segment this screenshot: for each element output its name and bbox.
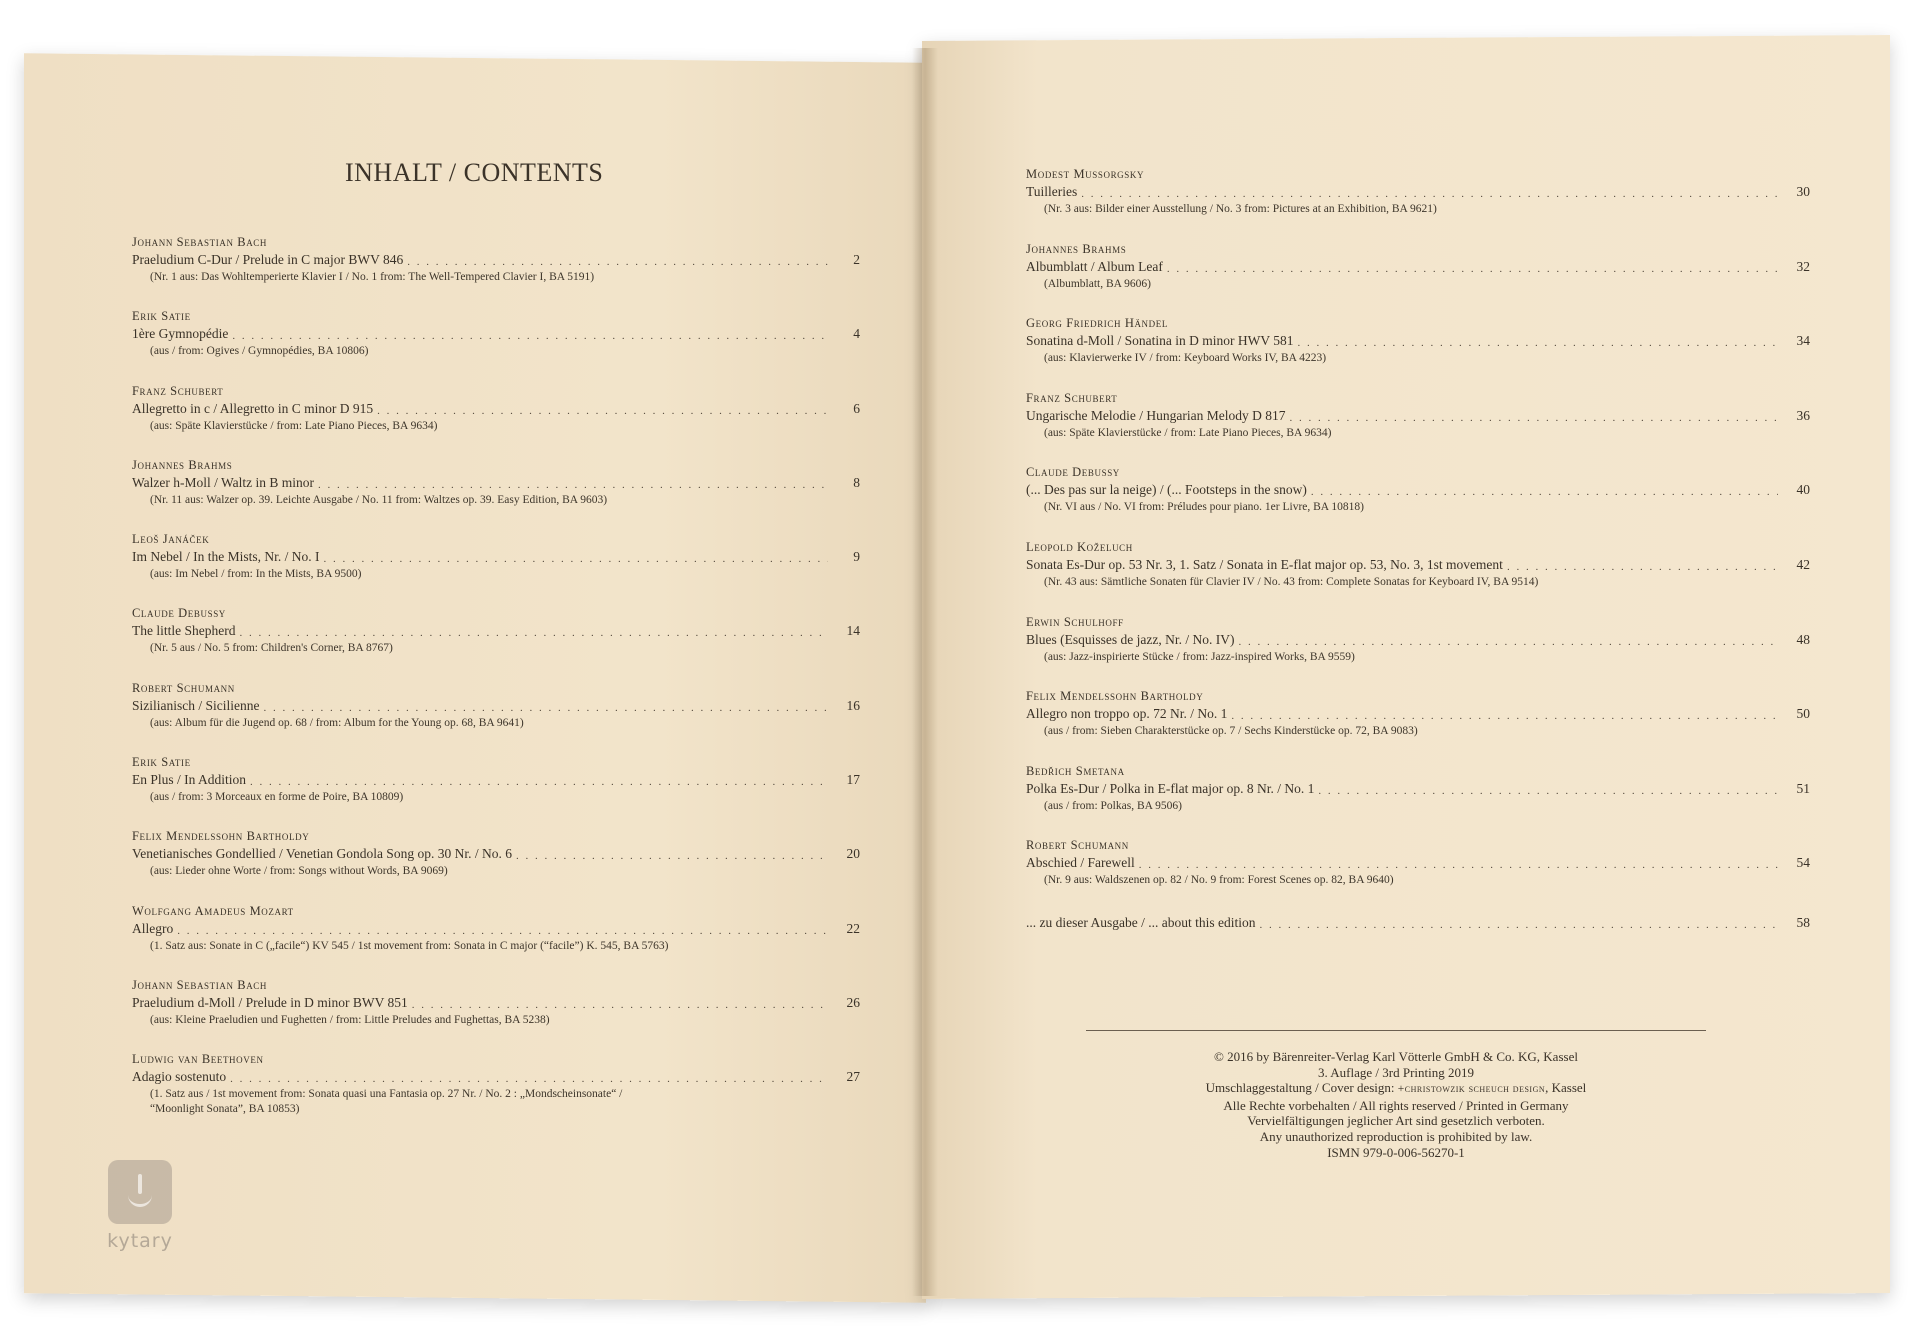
imprint-cover-suffix: , Kassel xyxy=(1545,1080,1587,1096)
toc-page-number: 32 xyxy=(1796,258,1810,274)
watermark xyxy=(100,1160,180,1252)
toc-piece-title: Sizilianisch / Sicilienne xyxy=(132,697,260,713)
imprint-cover-design xyxy=(1106,1080,1686,1098)
toc-page-number: 9 xyxy=(853,549,860,565)
toc-leader-dots xyxy=(1297,336,1778,350)
toc-line xyxy=(132,697,860,715)
imprint-block xyxy=(1106,1049,1686,1160)
toc-entry xyxy=(1026,315,1810,390)
toc-page-number: 8 xyxy=(853,474,860,490)
toc-page-number: 51 xyxy=(1796,780,1810,796)
toc-line xyxy=(1026,556,1810,574)
toc-leader-dots xyxy=(377,404,828,418)
toc-source-note: (Nr. 3 aus: Bilder einer Ausstellung / No. 3 from: Pictures at an Exhibition, BA 9621) xyxy=(1044,203,1437,215)
toc-entry xyxy=(1026,837,1810,912)
toc-entry xyxy=(1026,539,1810,614)
toc-page-number: 48 xyxy=(1796,631,1810,647)
toc-composer: Leoš Janáček xyxy=(132,532,210,547)
toc-leader-dots xyxy=(1311,485,1778,499)
contents-column-right xyxy=(1026,166,1810,932)
toc-composer: Wolfgang Amadeus Mozart xyxy=(132,903,294,918)
toc-leader-dots xyxy=(250,775,828,789)
kytary-logo-icon xyxy=(108,1160,172,1224)
toc-line xyxy=(132,548,860,566)
imprint-copyright: © 2016 by Bärenreiter-Verlag Karl Vötterle GmbH & Co. KG, Kassel xyxy=(1214,1049,1578,1064)
toc-piece-title: Allegretto in c / Allegretto in C minor D 915 xyxy=(132,400,374,416)
toc-page-number: 40 xyxy=(1796,482,1810,498)
toc-piece-title: Ungarische Melodie / Hungarian Melody D 817 xyxy=(1026,407,1286,423)
toc-piece-title: Blues (Esquisses de jazz, Nr. / No. IV) xyxy=(1026,631,1235,647)
toc-composer: Erik Satie xyxy=(132,755,191,770)
toc-piece-title: Venetianisches Gondellied / Venetian Gondola Song op. 30 Nr. / No. 6 xyxy=(132,846,512,862)
toc-composer: Felix Mendelssohn Bartholdy xyxy=(132,829,310,844)
toc-piece-title: Allegro non troppo op. 72 Nr. / No. 1 xyxy=(1026,706,1228,722)
toc-leader-dots xyxy=(1139,858,1778,872)
toc-piece-title: Im Nebel / In the Mists, Nr. / No. I xyxy=(132,549,320,565)
toc-piece-title: Adagio sostenuto xyxy=(132,1069,227,1085)
toc-entry xyxy=(132,308,860,382)
toc-line xyxy=(132,400,860,418)
toc-source-note: (aus: Lieder ohne Worte / from: Songs without Words, BA 9069) xyxy=(150,865,448,878)
toc-entry xyxy=(132,1051,860,1125)
toc-page-number: 17 xyxy=(846,772,860,788)
toc-source-note-continued: “Moonlight Sonata”, BA 10853) xyxy=(150,1103,300,1116)
toc-source-note: (aus / from: 3 Morceaux en forme de Poire, BA 10809) xyxy=(150,791,404,804)
toc-leader-dots xyxy=(516,849,828,863)
toc-piece-title: 1ère Gymnopédie xyxy=(132,326,229,342)
toc-piece-title: Sonata Es-Dur op. 53 Nr. 3, 1. Satz / Sonata in E-flat major op. 53, No. 3, 1st movement xyxy=(1026,556,1503,572)
toc-entry xyxy=(1026,614,1810,689)
toc-source-note: (Albumblatt, BA 9606) xyxy=(1044,277,1152,290)
toc-leader-dots xyxy=(177,924,828,938)
toc-piece-title: Sonatina d-Moll / Sonatina in D minor HWV 581 xyxy=(1026,333,1294,349)
toc-leader-dots xyxy=(1238,635,1778,649)
contents-column-left xyxy=(132,234,860,1126)
toc-line xyxy=(132,771,860,789)
toc-leader-dots xyxy=(230,1072,828,1086)
toc-piece-title: The little Shepherd xyxy=(132,623,236,639)
toc-entry xyxy=(132,903,860,977)
toc-line xyxy=(1026,481,1810,499)
toc-page-number: 20 xyxy=(846,846,860,862)
toc-line xyxy=(132,845,860,863)
toc-source-note: (aus: Klavierwerke IV / from: Keyboard Works IV, BA 4223) xyxy=(1044,352,1327,365)
toc-entry xyxy=(132,977,860,1051)
toc-composer: Robert Schumann xyxy=(1026,838,1129,853)
toc-composer: Johann Sebastian Bach xyxy=(132,235,268,249)
book-gutter xyxy=(912,48,938,1296)
toc-source-note: (Nr. 11 aus: Walzer op. 39. Leichte Ausgabe / No. 11 from: Waltzes op. 39. Easy Edition, BA 9603) xyxy=(150,493,608,506)
toc-piece-title: Tuilleries xyxy=(1026,184,1078,199)
toc-page-number: 4 xyxy=(853,326,860,342)
toc-page-number: 22 xyxy=(846,920,860,936)
toc-page-number: 14 xyxy=(846,623,860,639)
toc-page-number: 36 xyxy=(1796,407,1810,423)
toc-piece-title: Albumblatt / Album Leaf xyxy=(1026,258,1163,274)
toc-source-note: (aus / from: Sieben Charakterstücke op. 7 / Sechs Kinderstücke op. 72, BA 9083) xyxy=(1044,725,1418,738)
toc-line xyxy=(1026,183,1810,201)
toc-composer: Georg Friedrich Händel xyxy=(1026,316,1168,331)
toc-composer: Bedřich Smetana xyxy=(1026,763,1125,778)
toc-page-number: 42 xyxy=(1796,556,1810,572)
toc-piece-title: Abschied / Farewell xyxy=(1026,855,1135,871)
toc-leader-dots xyxy=(1318,784,1778,798)
toc-composer: Johannes Brahms xyxy=(132,457,233,472)
toc-composer: Ludwig van Beethoven xyxy=(132,1052,264,1067)
toc-composer: Claude Debussy xyxy=(1026,465,1120,480)
toc-entry xyxy=(1026,763,1810,838)
toc-line xyxy=(1026,854,1810,872)
toc-line xyxy=(1026,705,1810,723)
toc-leader-dots xyxy=(412,998,828,1012)
toc-composer: Franz Schubert xyxy=(132,383,224,398)
toc-source-note: (1. Satz aus / 1st movement from: Sonata quasi una Fantasia op. 27 Nr. / No. 2 : „Mondscheinsonate“ / xyxy=(150,1088,623,1101)
imprint-rights: Alle Rechte vorbehalten / All rights reserved / Printed in Germany xyxy=(1223,1097,1569,1113)
toc-source-note: (aus: Kleine Praeludien und Fughetten / from: Little Preludes and Fughettas, BA 5238) xyxy=(150,1013,550,1026)
toc-page-number: 34 xyxy=(1796,333,1810,349)
toc-entry xyxy=(1026,166,1810,241)
toc-piece-title: (... Des pas sur la neige) / (... Footsteps in the snow) xyxy=(1026,482,1307,498)
toc-leader-dots xyxy=(263,701,828,715)
toc-source-note: (aus / from: Ogives / Gymnopédies, BA 10806) xyxy=(150,345,369,358)
toc-leader-dots xyxy=(1507,560,1778,574)
toc-leader-dots xyxy=(407,255,828,269)
toc-source-note: (Nr. VI aus / No. VI from: Préludes pour piano. 1er Livre, BA 10818) xyxy=(1044,501,1364,514)
toc-leader-dots xyxy=(239,626,828,640)
toc-source-note: (1. Satz aus: Sonate in C („facile“) KV 545 / 1st movement from: Sonata in C major (“facile”) K. 545, BA 5763) xyxy=(150,939,669,952)
toc-line xyxy=(1026,332,1810,350)
contents-title: INHALT / CONTENTS xyxy=(345,158,604,187)
toc-line xyxy=(132,251,860,269)
toc-composer: Claude Debussy xyxy=(132,606,226,621)
toc-entry xyxy=(132,680,860,754)
toc-piece-title: Praeludium d-Moll / Prelude in D minor BWV 851 xyxy=(132,994,408,1010)
toc-line xyxy=(132,474,860,492)
toc-entry xyxy=(132,234,860,308)
toc-entry xyxy=(132,828,860,902)
toc-line xyxy=(1026,631,1810,649)
toc-entry xyxy=(1026,464,1810,539)
toc-leader-dots xyxy=(232,329,828,343)
toc-about-edition xyxy=(1026,914,1810,932)
toc-entry xyxy=(132,457,860,531)
toc-source-note: (aus: Späte Klavierstücke / from: Late Piano Pieces, BA 9634) xyxy=(150,419,438,432)
toc-entry xyxy=(132,531,860,605)
toc-piece-title: Polka Es-Dur / Polka in E-flat major op. 8 Nr. / No. 1 xyxy=(1026,780,1315,796)
toc-source-note: (Nr. 1 aus: Das Wohltemperierte Klavier I / No. 1 from: The Well-Tempered Clavier I, BA 5191) xyxy=(150,271,595,283)
toc-line xyxy=(132,1068,860,1086)
imprint-divider xyxy=(1086,1030,1706,1031)
toc-leader-dots xyxy=(1259,918,1778,932)
toc-leader-dots xyxy=(318,478,828,492)
toc-entry xyxy=(132,754,860,828)
toc-composer: Modest Mussorgsky xyxy=(1026,167,1145,181)
toc-piece-title: Praeludium C-Dur / Prelude in C major BWV 846 xyxy=(132,252,404,267)
toc-page-number: 54 xyxy=(1796,855,1810,871)
toc-entry xyxy=(132,383,860,457)
toc-page-number: 50 xyxy=(1796,706,1810,722)
toc-piece-title: Walzer h-Moll / Waltz in B minor xyxy=(132,474,315,490)
imprint-ismn: ISMN 979-0-006-56270-1 xyxy=(1327,1144,1465,1160)
toc-composer: Leopold Koželuch xyxy=(1026,539,1133,554)
toc-entry xyxy=(1026,688,1810,763)
toc-composer: Felix Mendelssohn Bartholdy xyxy=(1026,689,1204,704)
toc-page-number: 30 xyxy=(1796,184,1810,199)
toc-composer: Erik Satie xyxy=(132,309,191,324)
toc-source-note: (Nr. 9 aus: Waldszenen op. 82 / No. 9 from: Forest Scenes op. 82, BA 9640) xyxy=(1044,874,1394,887)
toc-composer: Robert Schumann xyxy=(132,680,235,695)
toc-line xyxy=(132,920,860,938)
toc-entry xyxy=(1026,390,1810,465)
toc-line xyxy=(132,325,860,343)
toc-leader-dots xyxy=(1081,187,1778,201)
toc-source-note: (aus: Im Nebel / from: In the Mists, BA 9500) xyxy=(150,568,362,581)
imprint-reproduction-de: Vervielfältigungen jeglicher Art sind gesetzlich verboten. xyxy=(1247,1113,1545,1129)
imprint-printing: 3. Auflage / 3rd Printing 2019 xyxy=(1318,1064,1474,1080)
toc-line xyxy=(1026,407,1810,425)
toc-line xyxy=(1026,780,1810,798)
toc-source-note: (aus: Jazz-inspirierte Stücke / from: Jazz-inspired Works, BA 9559) xyxy=(1044,650,1355,663)
toc-page-number: 26 xyxy=(846,994,860,1010)
toc-line xyxy=(1026,258,1810,276)
toc-leader-dots xyxy=(1231,709,1778,723)
toc-page-number: 2 xyxy=(853,252,860,267)
toc-source-note: (aus: Späte Klavierstücke / from: Late Piano Pieces, BA 9634) xyxy=(1044,426,1332,439)
toc-composer: Franz Schubert xyxy=(1026,390,1118,405)
toc-piece-title: ... zu dieser Ausgabe / ... about this edition xyxy=(1026,914,1256,930)
watermark-text: kytary xyxy=(107,1230,173,1252)
toc-entry xyxy=(1026,241,1810,316)
toc-piece-title: En Plus / In Addition xyxy=(132,772,247,788)
toc-line xyxy=(132,994,860,1012)
toc-composer: Erwin Schulhoff xyxy=(1026,614,1124,629)
imprint-cover-designer: +christowzik scheuch design xyxy=(1397,1083,1546,1096)
imprint-cover-prefix: Umschlaggestaltung / Cover design: xyxy=(1205,1080,1398,1096)
toc-page-number: 16 xyxy=(846,697,860,713)
toc-leader-dots xyxy=(1289,411,1778,425)
toc-composer: Johann Sebastian Bach xyxy=(132,977,268,992)
toc-entry xyxy=(132,605,860,679)
toc-leader-dots xyxy=(1167,262,1778,276)
imprint-reproduction-en: Any unauthorized reproduction is prohibited by law. xyxy=(1259,1128,1533,1144)
toc-piece-title: Allegro xyxy=(132,920,174,936)
toc-source-note: (Nr. 5 aus / No. 5 from: Children's Corner, BA 8767) xyxy=(150,642,393,655)
toc-leader-dots xyxy=(323,552,828,566)
toc-source-note: (Nr. 43 aus: Sämtliche Sonaten für Clavier IV / No. 43 from: Complete Sonatas for Keyboard IV, BA 9514) xyxy=(1044,575,1539,588)
toc-source-note: (aus / from: Polkas, BA 9506) xyxy=(1044,799,1182,812)
toc-source-note: (aus: Album für die Jugend op. 68 / from: Album for the Young op. 68, BA 9641) xyxy=(150,716,524,729)
toc-page-number: 58 xyxy=(1796,914,1810,930)
toc-line xyxy=(132,622,860,640)
toc-page-number: 27 xyxy=(846,1069,860,1085)
toc-composer: Johannes Brahms xyxy=(1026,241,1127,256)
toc-page-number: 6 xyxy=(853,400,860,416)
